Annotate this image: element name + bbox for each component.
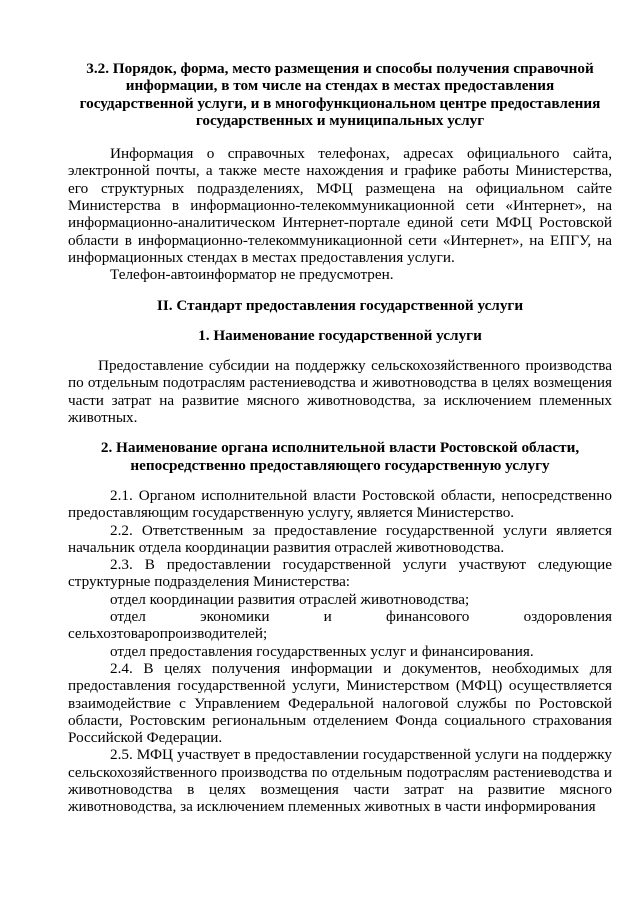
section-3-2-heading: 3.2. Порядок, форма, место размещения и способы получения справочной информации, в том числе на стендах в местах предоставления государственной услуги, и в многофункциональном центре предоставления государственных и муниципальных услуг [79,60,601,129]
department-item-2 [68,608,612,625]
contact-info-paragraph: Информация о справочных телефонах, адресах официального сайта, электронной почты, а также месте нахождения и графике работы Министерства, его структурных подразделениях, МФЦ размещена на официальном сайте Министерства в информационно-телекоммуникационной сети «Интернет», на информационно-аналитическом Интернет-портале единой сети МФЦ Ростовской области в информационно-телекоммуникационной сети «Интернет», на ЕПГУ, на информационных стендах в местах предоставления услуги. [68,145,612,266]
clause-2-3: 2.3. В предоставлении государственной услуги участвуют следующие структурные подразделения Министерства: [68,556,612,591]
department-item-2-tail: сельхозтоваропроизводителей; [68,625,268,643]
clause-2-1: 2.1. Органом исполнительной власти Ростовской области, непосредственно предоставляющим государственную услугу, является Министерство. [68,486,612,522]
department-item-2-word: и [323,608,332,626]
authority-heading: 2. Наименование органа исполнительной власти Ростовской области, непосредственно предоставляющего государственную услугу [100,439,580,474]
clause-2-4: 2.4. В целях получения информации и документов, необходимых для предоставления государственной услуги, Министерством (МФЦ) осуществляется взаимодействие с Управлением Федеральной налоговой службы по Ростовской области, Ростовским региональным отделением Фонда социального страхования Российской Федерации. [68,659,612,747]
clause-2-5: 2.5. МФЦ участвует в предоставлении государственной услуги на поддержку сельскохозяйственного производства по отдельным подотраслям растениеводства и животноводства в целях возмещения части затрат на развитие мясного животноводства, за исключением племенных животных в части информирования [68,746,612,816]
department-item-2-word: оздоровления [523,608,612,626]
autoinformer-paragraph: Телефон-автоинформатор не предусмотрен. [110,266,394,284]
section-ii-heading: II. Стандарт предоставления государственной услуги [156,296,524,314]
department-item-2-word: финансового [386,608,470,626]
department-item-2-word: отдел [110,608,146,626]
department-item-2-word: экономики [200,608,270,626]
department-item-1: отдел координации развития отраслей животноводства; [110,590,470,608]
clause-2-2: 2.2. Ответственным за предоставление государственной услуги является начальник отдела координации развития отраслей животноводства. [68,521,612,556]
service-name-heading: 1. Наименование государственной услуги [198,326,482,344]
department-item-3: отдел предоставления государственных услуг и финансирования. [110,642,534,660]
service-name-paragraph: Предоставление субсидии на поддержку сельскохозяйственного производства по отдельным подотраслям растениеводства и животноводства в целях возмещения части затрат на развитие мясного животноводства, за исключением племенных животных. [68,357,612,427]
document-page [68,60,612,816]
